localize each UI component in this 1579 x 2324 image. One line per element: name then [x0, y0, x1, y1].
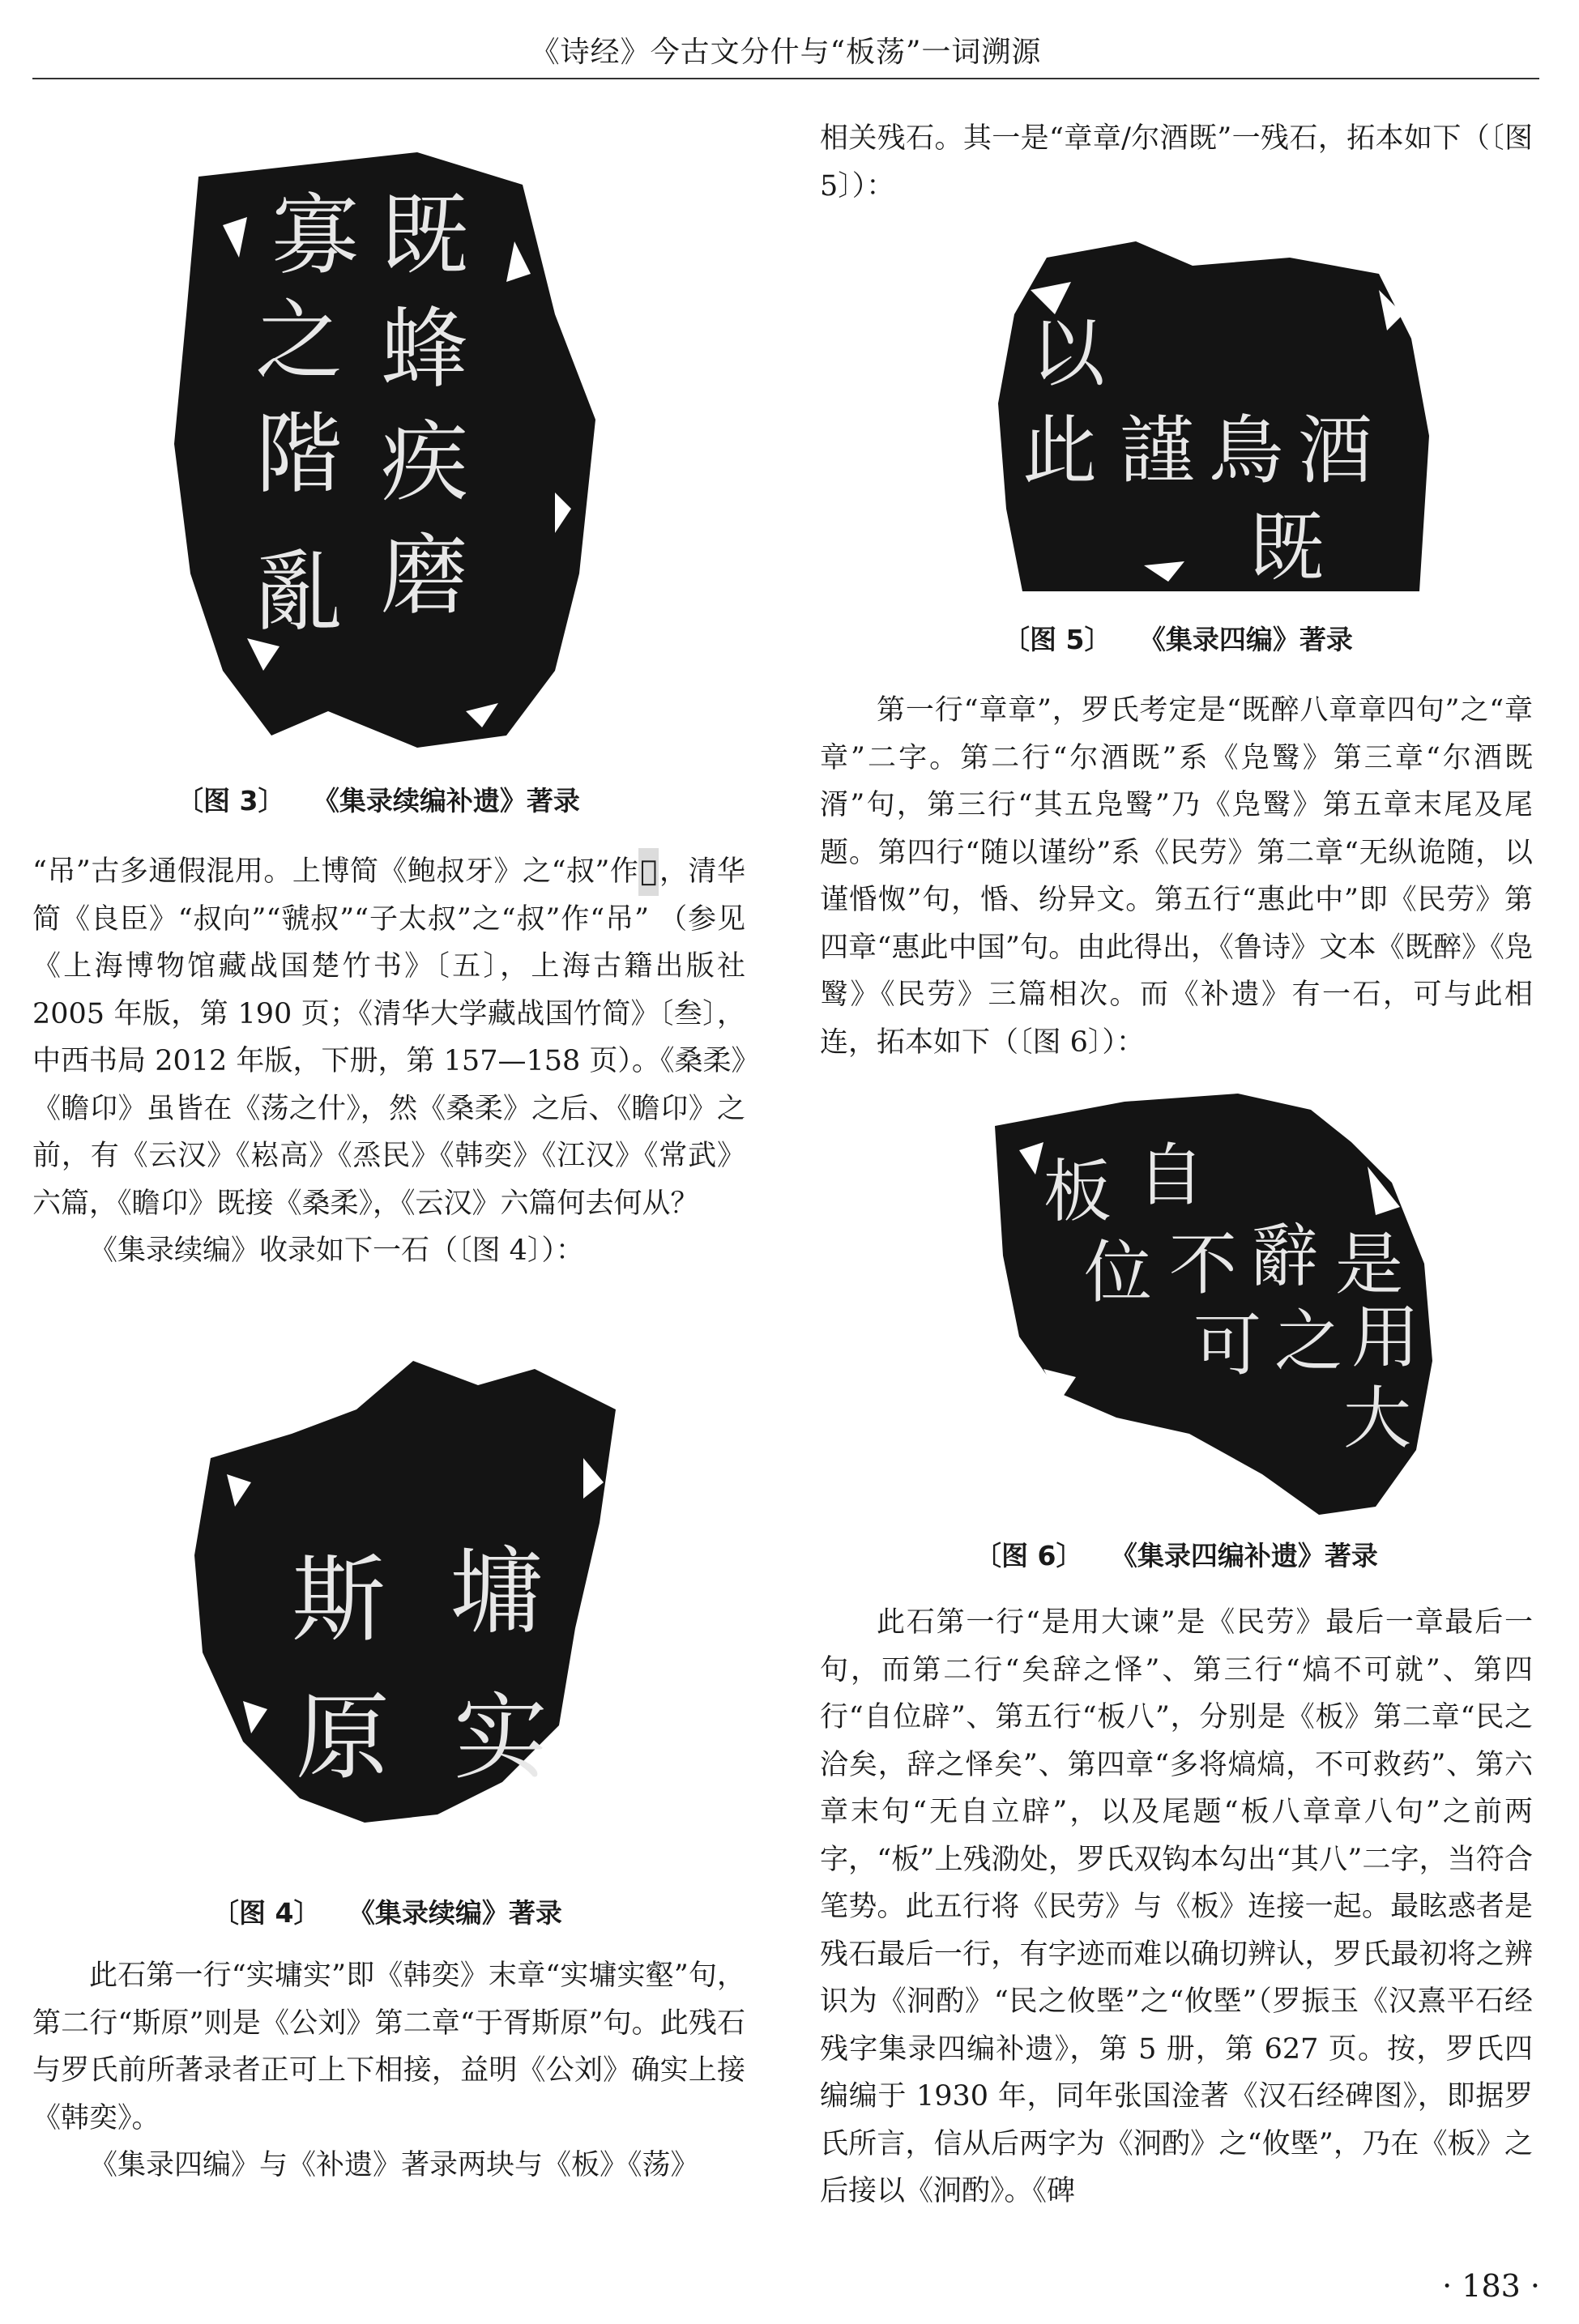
- highlighted-glyph: 𠭟: [638, 848, 659, 896]
- rubbing-image: [995, 1094, 1432, 1515]
- figure-label: 〔图 3〕: [177, 785, 285, 817]
- figure-4-caption: [212, 1892, 562, 1930]
- rubbing-image: [194, 1361, 632, 1823]
- rubbing-char: 位: [1084, 1233, 1153, 1312]
- rubbing-char: 板: [1043, 1152, 1112, 1231]
- figure-label: 〔图 6〕: [975, 1540, 1083, 1571]
- rubbing-char: 可: [1193, 1306, 1262, 1385]
- rubbing-char: 自: [1137, 1136, 1206, 1215]
- rubbing-char: 之: [255, 291, 344, 392]
- rubbing-char: 斯: [292, 1546, 386, 1655]
- rubbing-char: 既: [381, 185, 469, 287]
- text-run: “吊”古多通假混用。上博简《鲍叔牙》之“叔”作: [32, 855, 639, 888]
- left-column-text-bottom: [32, 1952, 745, 2190]
- rubbing-char: 寡: [271, 185, 360, 287]
- page-number: · 183 ·: [1442, 2268, 1540, 2304]
- text-run: ，清华简《良臣》“叔向”“虢叔”“子太叔”之: [32, 855, 745, 936]
- right-column-text-middle: [820, 687, 1533, 1066]
- figure-title: 《集录四编》著录: [1138, 624, 1353, 655]
- rubbing-char: 鳥: [1209, 407, 1284, 494]
- figure-6-caption: [975, 1535, 1378, 1573]
- rubbing-char: 用: [1351, 1298, 1420, 1377]
- paragraph: 此石第一行“实墉实”即《韩奕》末章“实墉实壑”句，第二行“斯原”则是《公刘》第二章“于胥斯原”句。此残石与罗氏前所著录者正可上下相接，益明《公刘》确实上接《韩奕》。: [32, 1959, 745, 2134]
- figure-6-rubbing: [995, 1094, 1432, 1515]
- rubbing-char: 疾: [381, 412, 469, 514]
- paragraph: 此石第一行“是用大谏”是《民劳》最后一章最后一句，而第二行“矣辞之怿”、第三行“熇不可就”、第四行“自位辟”、第五行“板八”，分别是《板》第二章“民之洽矣，辞之怿矣”、第四章“多将熇熇，不可救药”、第六章末句“无自立辟”，以及尾题“板八章章八句”之前两字，“板”上残泐处，罗氏双钩本勾出“其八”二字，当符合笔势。此五行将《民劳》与《板》连接一起。最眩惑者是残石最后一行，有字迹而难以确切辨认，罗氏最初将之辨识为《泂酌》“民之攸塈”之“攸塈”（罗振玉《汉熹平石经残字集录四编补遗》，第 5 册，第 627 页。按，罗氏四编编于 1930 年，同年张国淦著《汉石经碑图》，即据罗氏所言，信从后两字为《泂酌》之“攸塈”，乃在《板》之后接以《泂酌》。《碑: [820, 1606, 1533, 2207]
- rubbing-char: 大: [1343, 1379, 1412, 1458]
- rubbing-char: 階: [255, 404, 344, 505]
- rubbing-char: 謹: [1120, 407, 1195, 494]
- figure-3-rubbing: [174, 152, 612, 752]
- right-column-text-top: [820, 115, 1533, 210]
- running-header: 《诗经》今古文分什与“板荡”一词溯源: [530, 36, 1042, 69]
- figure-title: 《集录续编补遗》著录: [312, 785, 580, 817]
- rubbing-char: 之: [1274, 1302, 1343, 1381]
- figure-5-caption: [1003, 619, 1353, 657]
- figure-label: 〔图 5〕: [1003, 624, 1112, 655]
- paragraph: 《集录续编》收录如下一石（〔图 4〕）：: [89, 1234, 584, 1267]
- rubbing-char: 辭: [1250, 1217, 1319, 1296]
- rubbing-char: 以: [1031, 310, 1106, 397]
- right-column-text-bottom: [820, 1599, 1533, 2215]
- paragraph: 相关残石。其一是“章章/尔酒既”一残石，拓本如下（〔图 5〕）：: [820, 122, 1533, 203]
- paragraph: 第一行“章章”，罗氏考定是“既醉八章章四句”之“章章”二字。第二行“尔酒既”系《凫鹥》第三章“尔酒既湑”句，第三行“其五凫鹥”乃《凫鹥》第五章末尾及尾题。第四行“随以谨纷”系《民劳》第二章“无纵诡随，以谨惛怓”句，惛、纷异文。第五行“惠此中”即《民劳》第四章“惠此中国”句。由此得出，《鲁诗》文本《既醉》《凫鹥》《民劳》三篇相次。而《补遗》有一石，可与此相连，拓本如下（〔图 6〕）：: [820, 694, 1533, 1059]
- figure-title: 《集录四编补遗》著录: [1110, 1540, 1378, 1571]
- rubbing-image: [998, 241, 1429, 591]
- rubbing-char: 既: [1249, 505, 1325, 591]
- figure-4-rubbing: [194, 1361, 632, 1823]
- paragraph: 《集录四编》与《补遗》著录两块与《板》《荡》: [89, 2149, 699, 2181]
- figure-label: 〔图 4〕: [212, 1897, 321, 1929]
- paragraph: [32, 848, 745, 1227]
- rubbing-char: 是: [1335, 1225, 1404, 1304]
- rubbing-char: 此: [1022, 407, 1098, 494]
- rubbing-char: 墉: [450, 1537, 544, 1647]
- rubbing-char: 亂: [255, 542, 344, 643]
- rubbing-char: 原: [296, 1683, 390, 1793]
- figure-5-rubbing: [998, 241, 1429, 591]
- rubbing-char: 磨: [381, 526, 469, 627]
- rubbing-char: 蜂: [381, 299, 469, 400]
- rubbing-char: 酒: [1298, 407, 1373, 494]
- figure-3-caption: [177, 780, 580, 818]
- rubbing-image: [174, 152, 612, 752]
- header-rule: [32, 78, 1539, 79]
- left-column-text-top: [32, 848, 745, 1275]
- rubbing-char: 实: [454, 1683, 548, 1793]
- text-run: “叔”作“吊” （参见《上海博物馆藏战国楚竹书》〔五〕，上海古籍出版社 2005 年版，第 190 页；《清华大学藏战国竹简》〔叁〕，中西书局 2012 年版，下册，第 157—158 页）。《桑柔》《瞻卬》虽皆在《荡之什》，然《桑柔》之后、《瞻卬》之前，有《云汉》《崧高》《烝民》《韩奕》《江汉》《常武》六篇，《瞻卬》既接《桑柔》，《云汉》六篇何去何从？: [32, 902, 745, 1220]
- figure-title: 《集录续编》著录: [348, 1897, 562, 1929]
- rubbing-char: 不: [1169, 1225, 1238, 1304]
